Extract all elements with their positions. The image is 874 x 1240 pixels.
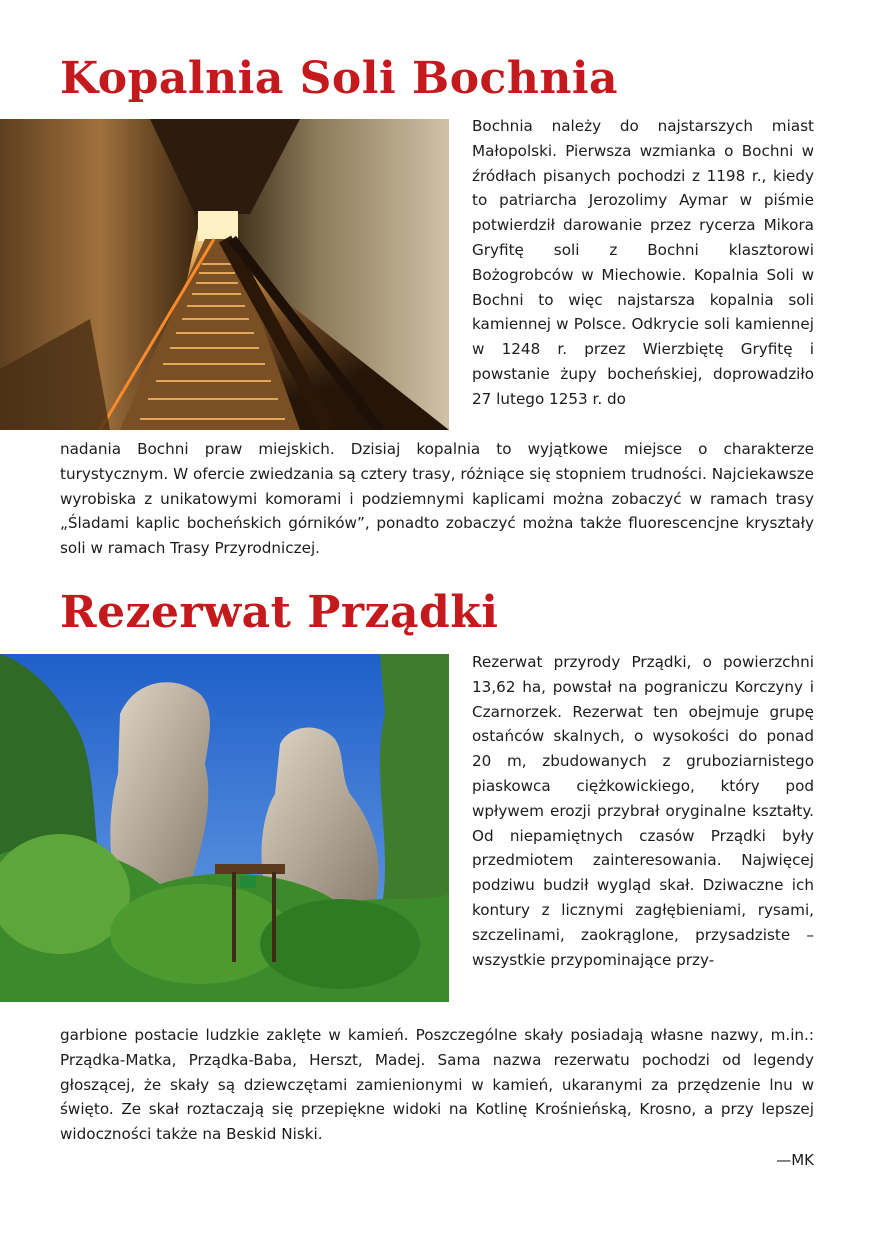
reserve-paragraph-full: garbione postacie ludzkie zaklęte w kamień. Poszczególne skały posiadają własne nazwy, m.in.: Prządka-Matka, Prządka-Baba, Herszt, Madej. Sama nazwa rezerwatu pochodzi od legendy głoszącej, że skały są dziewczętami zamienionymi w kamień, ukaranymi za przędzenie lnu w święto. Ze skał roztaczają się przepiękne widoki na Kotlinę Krośnieńską, Krosno, a przy lepszej widoczności także na Beskid Niski. — [60, 1026, 814, 1144]
rock-formations-illustration — [0, 654, 449, 1002]
section-title-salt-mine: Kopalnia Soli Bochnia — [60, 53, 619, 104]
salt-mine-paragraph-column: Bochnia należy do najstarszych miast Małopolski. Pierwsza wzmianka o Bochni w źródłach pisanych pochodzi z 1198 r., kiedy to patriarcha Jerozolimy Aymar w piśmie potwierdził darowanie przez rycerza Mikora Gryfitę soli z Bochni klasztorowi Bożogrobców w Miechowie. Kopalnia Soli w Bochni to więc najstarsza kopalnia soli kamiennej w Polsce. Odkrycie soli kamiennej w 1248 r. przez Wierzbiętę Gryfitę i powstanie żupy bocheńskiej, doprowadziło 27 lutego 1253 r. do — [472, 117, 814, 408]
salt-mine-tunnel-photo — [0, 119, 449, 430]
reserve-paragraph-column: Rezerwat przyrody Prządki, o powierzchni 13,62 ha, powstał na pograniczu Korczyny i Czarnorzek. Rezerwat ten obejmuje grupę ostańców skalnych, o wysokości do ponad 20 m, zbudowanych z gruboziarnistego piaskowca ciężkowickiego, który pod wpływem erozji przybrał oryginalne kształty. Od niepamiętnych czasów Prządki były przedmiotem zainteresowania. Najwięcej podziwu budził wygląd skał. Dziwaczne ich kontury z licznymi zagłębieniami, rysami, szczelinami, zaokrąglone, przysadziste – wszystkie przypominające przy- — [472, 653, 814, 969]
rock-formations-photo — [0, 654, 449, 1002]
salt-mine-tunnel-illustration — [0, 119, 449, 430]
section-title-reserve: Rezerwat Prządki — [60, 587, 499, 638]
salt-mine-paragraph-full: nadania Bochni praw miejskich. Dzisiaj kopalnia to wyjątkowe miejsce o charakterze turystycznym. W ofercie zwiedzania są cztery trasy, różniące się stopniem trudności. Najciekawsze wyrobiska z unikatowymi komorami i podziemnymi kaplicami można zobaczyć w ramach trasy „Śladami kaplic bocheńskich górników”, ponadto zobaczyć można także fluorescencjne kryształy soli w ramach Trasy Przyrodniczej. — [60, 440, 814, 558]
author-signature: —MK — [776, 1151, 814, 1169]
